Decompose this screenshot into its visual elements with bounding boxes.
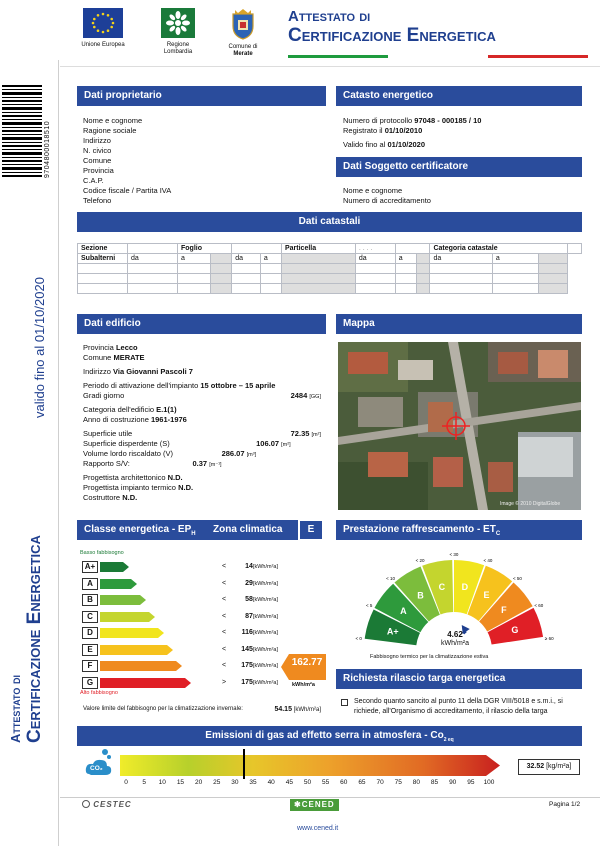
gauge-segment-letter: B xyxy=(417,590,424,601)
gauge-threshold: < 50 xyxy=(513,575,522,581)
edificio-periodo: Periodo di attivazione dell'impianto 15 ottobre – 15 aprile xyxy=(83,381,276,390)
sezione-label: Sezione xyxy=(78,244,128,254)
emission-tick-label: 5 xyxy=(142,779,146,786)
soggetto-header: Dati Soggetto certificatore xyxy=(336,157,582,177)
cooling-caption: Fabbisogno termico per la climatizzazione estiva xyxy=(370,654,489,660)
edificio-indirizzo: Indirizzo Via Giovanni Pascoli 7 xyxy=(83,367,193,376)
footer-url[interactable]: www.cened.it xyxy=(297,825,339,832)
lombardia-label: Regione Lombardia xyxy=(163,42,193,55)
targa-text-line2: richiede, all'Organismo di accreditamento, il rilascio della targa xyxy=(354,708,548,715)
lombardia-logo-icon xyxy=(161,8,195,38)
field-cf: Codice fiscale / Partita IVA xyxy=(83,186,172,195)
particella-label: Particella xyxy=(281,244,355,254)
targa-checkbox[interactable] xyxy=(341,699,348,706)
emission-tick-label: 90 xyxy=(449,779,457,786)
energy-band-arrow xyxy=(100,612,155,622)
energy-band-comparator: < xyxy=(222,629,227,636)
emission-tick-label: 65 xyxy=(358,779,366,786)
emission-tick-label: 55 xyxy=(322,779,330,786)
eu-logo xyxy=(78,8,128,49)
emission-tick-label: 10 xyxy=(158,779,166,786)
emission-value-box: 32.52 [kg/m²a] xyxy=(518,759,580,775)
energy-band-comparator: < xyxy=(222,662,227,669)
emission-tick-label: 60 xyxy=(340,779,348,786)
emission-scale-bar xyxy=(120,755,500,776)
categoria-label: Categoria catastale xyxy=(430,244,568,254)
emission-tick-label: 85 xyxy=(430,779,439,786)
emission-tick-label: 70 xyxy=(376,779,384,786)
sidebar-title-line1: Attestato di xyxy=(8,675,23,743)
da-3: da xyxy=(355,254,395,264)
current-class-unit: kWh/m²a xyxy=(292,682,315,688)
energy-band-arrow xyxy=(100,645,173,655)
gauge-threshold: < 40 xyxy=(483,558,493,564)
energy-band-comparator: < xyxy=(222,612,227,620)
gauge-segment-letter: A+ xyxy=(386,626,399,637)
energy-band-arrow xyxy=(100,562,129,572)
cestec-logo: CESTEC xyxy=(82,800,132,809)
sidebar-validity: valido fino al 01/10/2020 xyxy=(32,277,47,418)
co2-cloud-icon xyxy=(85,748,113,778)
soggetto-nome: Nome e cognome xyxy=(343,186,403,195)
gauge-segment-letter: D xyxy=(461,581,469,592)
sidebar-rule xyxy=(58,60,59,846)
edificio-arch: Progettista architettonico N.D. xyxy=(83,473,183,482)
energy-band-comparator: < xyxy=(222,596,227,603)
edificio-fields xyxy=(83,343,321,503)
targa-text xyxy=(354,697,582,717)
co2-icon-label: CO₂ xyxy=(90,765,103,772)
eu-label: Unione Europea xyxy=(81,42,125,48)
header-title xyxy=(288,6,496,47)
energy-band-value: 175[kWh/m²a] xyxy=(241,662,278,669)
raffrescamento-header: Prestazione raffrescamento - $ET_C$ xyxy=(336,520,582,540)
barcode-icon xyxy=(2,85,42,177)
energy-band-value: 145[kWh/m²a] xyxy=(241,645,278,653)
particella-value: . . . . xyxy=(355,244,395,254)
zona-value: E xyxy=(300,521,322,539)
emission-tick-label: 75 xyxy=(394,779,402,786)
energy-band-letter: G xyxy=(82,677,98,689)
gauge-threshold: < 10 xyxy=(386,575,395,581)
edificio-header: Dati edificio xyxy=(77,314,326,334)
soggetto-fields xyxy=(343,186,431,206)
comune-crest-icon xyxy=(230,8,256,40)
a-2: a xyxy=(260,254,281,264)
gauge-segment-letter: E xyxy=(483,589,490,600)
emission-tick-label: 45 xyxy=(285,779,293,786)
registered-line: Registrato il 01/10/2010 xyxy=(343,126,423,135)
energy-band-comparator: > xyxy=(222,678,227,686)
comune-logo xyxy=(219,8,267,58)
catasto-header: Catasto energetico xyxy=(336,86,582,106)
comune-label: Comune di Merate xyxy=(228,44,258,57)
energy-band-value: 58[kWh/m²a] xyxy=(245,596,278,603)
cooling-value: 4.62 xyxy=(447,630,463,639)
gauge-threshold: < 30 xyxy=(449,552,459,557)
field-telefono: Telefono xyxy=(83,196,112,205)
energy-band-comparator: < xyxy=(222,563,227,570)
gauge-segment-letter: A xyxy=(400,605,407,616)
gauge-segment-letter: G xyxy=(511,625,519,636)
subalterni-label: Subalterni xyxy=(78,254,128,264)
cened-logo: ✱CENED xyxy=(290,799,339,811)
emission-tick-label: 15 xyxy=(176,779,185,786)
targa-text-line1: Secondo quanto sancito al punto 11 della DGR VIII/5018 e s.m.i., si xyxy=(354,698,563,705)
alto-fabbisogno: Alto fabbisogno xyxy=(80,690,118,696)
dati-proprietario-header: Dati proprietario xyxy=(77,86,326,106)
energy-band-letter: A xyxy=(82,578,98,590)
catastali-table xyxy=(77,243,582,294)
protocol-line: Numero di protocollo 97048 - 000185 / 10 xyxy=(343,116,482,125)
field-provincia: Provincia xyxy=(83,166,114,175)
energy-band-letter: F xyxy=(82,660,98,672)
emission-tick-label: 95 xyxy=(467,779,475,786)
energy-band-letter: C xyxy=(82,611,98,623)
energy-band-comparator: < xyxy=(222,579,227,587)
edificio-sup-disp: Superficie disperdente (S) 106.07 [m²] xyxy=(83,439,291,448)
edificio-costr: Costruttore N.D. xyxy=(83,493,138,502)
da-2: da xyxy=(232,254,261,264)
energy-band-value: 116[kWh/m²a] xyxy=(241,629,278,636)
edificio-volume: Volume lordo riscaldato (V) 286.07 [m³] xyxy=(83,449,257,458)
a-1: a xyxy=(178,254,211,264)
energy-band-comparator: < xyxy=(222,645,227,653)
edificio-term: Progettista impianto termico N.D. xyxy=(83,483,194,492)
energy-band-value: 87[kWh/m²a] xyxy=(245,612,278,620)
emission-tick-label: 80 xyxy=(412,779,421,786)
emission-tick-label: 100 xyxy=(483,779,495,786)
map-credit: Image © 2010 DigitalGlobe xyxy=(500,501,561,507)
header-divider xyxy=(60,66,600,67)
satellite-map xyxy=(338,342,581,510)
energy-band-value: 29[kWh/m²a] xyxy=(245,579,278,587)
energy-band-arrow xyxy=(100,595,146,605)
gauge-threshold: < 20 xyxy=(415,558,425,564)
gauge-threshold: ≥ 60 xyxy=(544,635,554,641)
field-nome: Nome e cognome xyxy=(83,116,143,125)
barcode-number: 9704800018510 xyxy=(44,120,51,178)
edificio-provincia: Provincia Lecco xyxy=(83,343,138,352)
energy-band-arrow xyxy=(100,678,191,688)
da-4: da xyxy=(430,254,492,264)
a-3: a xyxy=(395,254,416,264)
targa-header: Richiesta rilascio targa energetica xyxy=(336,669,582,689)
energy-band-arrow xyxy=(100,661,182,671)
edificio-sup-utile: Superficie utile 72.35 [m²] xyxy=(83,429,321,438)
limit-line: Valore limite del fabbisogno per la climatizzazione invernale: 54.15 [kWh/m²a] xyxy=(83,706,321,713)
sidebar-title-line2: Certificazione Energetica xyxy=(24,535,45,743)
gauge-threshold: < 5 xyxy=(365,603,373,609)
cooling-unit: kWh/m²a xyxy=(441,640,469,647)
soggetto-accreditamento: Numero di accreditamento xyxy=(343,196,431,205)
gauge-threshold: < 60 xyxy=(534,603,544,609)
emission-tick-label: 35 xyxy=(249,779,257,786)
basso-fabbisogno: Basso fabbisogno xyxy=(80,550,124,556)
energy-band-letter: B xyxy=(82,594,98,606)
footer-divider xyxy=(60,797,600,798)
eu-flag-icon xyxy=(83,8,123,38)
current-class-value: 162.77 xyxy=(291,657,323,668)
foglio-label: Foglio xyxy=(178,244,232,254)
energy-band-letter: D xyxy=(82,627,98,639)
emissioni-header: Emissioni di gas ad effetto serra in atmosfera - $Co_{2 eq}$ xyxy=(77,726,582,746)
da-1: da xyxy=(128,254,178,264)
energy-band-arrow xyxy=(100,579,137,589)
cestec-globe-icon xyxy=(82,800,90,808)
mappa-header: Mappa xyxy=(336,314,582,334)
page-number: Pagina 1/2 xyxy=(549,801,581,808)
energy-band-letter: E xyxy=(82,644,98,656)
emission-tick-label: 20 xyxy=(194,779,203,786)
a-4: a xyxy=(492,254,538,264)
dati-proprietario-fields xyxy=(83,116,171,206)
zona-header: Zona climatica xyxy=(206,520,298,540)
edificio-comune: Comune MERATE xyxy=(83,353,145,362)
cened-star-icon: ✱ xyxy=(294,800,302,809)
edificio-gradi: Gradi giorno 2484 [GG] xyxy=(83,391,321,400)
field-indirizzo: Indirizzo xyxy=(83,136,111,145)
field-ragione: Ragione sociale xyxy=(83,126,137,135)
valid-line: Valido fino al 01/10/2020 xyxy=(343,140,426,149)
energy-band-value: 14[kWh/m²a] xyxy=(245,563,278,570)
header-title-line1: Attestato di xyxy=(288,8,371,25)
energy-band-value: 175[kWh/m²a] xyxy=(241,678,278,686)
emission-tick-label: 25 xyxy=(213,779,221,786)
emission-tick-label: 40 xyxy=(267,779,275,786)
field-civico: N. civico xyxy=(83,146,112,155)
gauge-threshold: < 0 xyxy=(355,635,362,641)
edificio-anno: Anno di costruzione 1961-1976 xyxy=(83,415,187,424)
emission-tick-label: 30 xyxy=(231,779,239,786)
field-comune: Comune xyxy=(83,156,112,165)
gauge-segment-letter: F xyxy=(501,604,507,615)
edificio-categoria: Categoria dell'edificio E.1(1) xyxy=(83,405,177,414)
energy-band-letter: A+ xyxy=(82,561,98,573)
energy-band-arrow xyxy=(100,628,164,638)
header-tricolor xyxy=(288,55,588,58)
catasto-fields xyxy=(343,116,481,150)
edificio-rapporto: Rapporto S/V: 0.37 [m⁻¹] xyxy=(83,459,222,468)
field-cap: C.A.P. xyxy=(83,176,104,185)
emission-tick-label: 50 xyxy=(303,779,312,786)
catastali-header: Dati catastali xyxy=(77,212,582,232)
emission-tick-label: 0 xyxy=(124,779,128,786)
lombardia-logo xyxy=(150,8,206,56)
header-title-line2: Certificazione Energetica xyxy=(288,25,496,46)
sidebar-title xyxy=(6,535,44,743)
gauge-segment-letter: C xyxy=(438,582,446,593)
emission-marker xyxy=(243,749,245,779)
classe-header: Classe energetica - $EP_H$ xyxy=(77,520,213,540)
